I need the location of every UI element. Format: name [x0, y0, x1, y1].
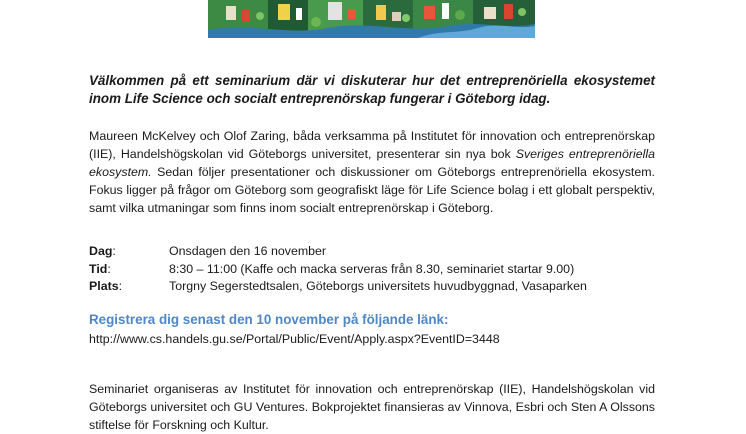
book-title: Sveriges entreprenöriella ekosystem. [89, 147, 656, 179]
city-illustration-image [208, 0, 535, 38]
place-value: Torgny Segerstedtsalen, Göteborgs universitets huvudbyggnad, Vasaparken [169, 279, 587, 293]
day-value: Onsdagen den 16 november [169, 244, 327, 258]
day-colon: : [112, 244, 116, 258]
place-label: Plats [89, 279, 119, 293]
day-label-cell [89, 243, 169, 261]
place-colon: : [118, 279, 123, 293]
time-label-cell [89, 261, 169, 279]
description-part-1: Maureen McKelvey och Olof Zaring, båda verksamma på Institutet för innovation och entreprenörskap (IIE), Handelshögskolan vid Göteborgs universitet, presenterar sin nya bok [89, 129, 655, 161]
footer-paragraph: Seminariet organiseras av Institutet för innovation och entreprenörskap (IIE), Handelshögskolan vid Göteborgs universitet och GU Ventures. Bokprojektet finansieras av Vinnova, Esbri och Sten A Olssons stiftelse för Forskning och Kultur. [89, 382, 655, 432]
register-link[interactable]: http://www.cs.handels.gu.se/Portal/Public/Event/Apply.aspx?EventID=3448 [89, 332, 500, 346]
detail-row-time [89, 261, 655, 279]
detail-row-place [89, 278, 655, 296]
description-paragraph [89, 127, 655, 217]
description-part-2: Sedan följer presentationer och diskussioner om Göteborgs entreprenöriella ekosystem. Fokus ligger på frågor om Göteborg som geografiskt läge för Life Science bolag i ett globalt perspektiv, samt vilka utmaningar som finns inom socialt entreprenörskap i Göteborg. [89, 165, 655, 215]
register-heading: Registrera dig senast den 10 november på följande länk: [89, 312, 449, 327]
place-label-cell [89, 278, 169, 296]
time-value: 8:30 – 11:00 (Kaffe och macka serveras från 8.30, seminariet startar 9.00) [169, 261, 575, 276]
header-illustration [208, 0, 535, 38]
detail-row-day [89, 243, 655, 261]
intro-paragraph: Välkommen på ett seminarium där vi diskuterar hur det entreprenöriella ekosystemet inom Life Science och socialt entreprenörskap fungerar i Göteborg idag. [89, 73, 655, 106]
day-label: Dag [89, 244, 113, 258]
event-details [89, 243, 655, 296]
time-colon: : [107, 261, 111, 276]
time-label: Tid [89, 261, 108, 276]
